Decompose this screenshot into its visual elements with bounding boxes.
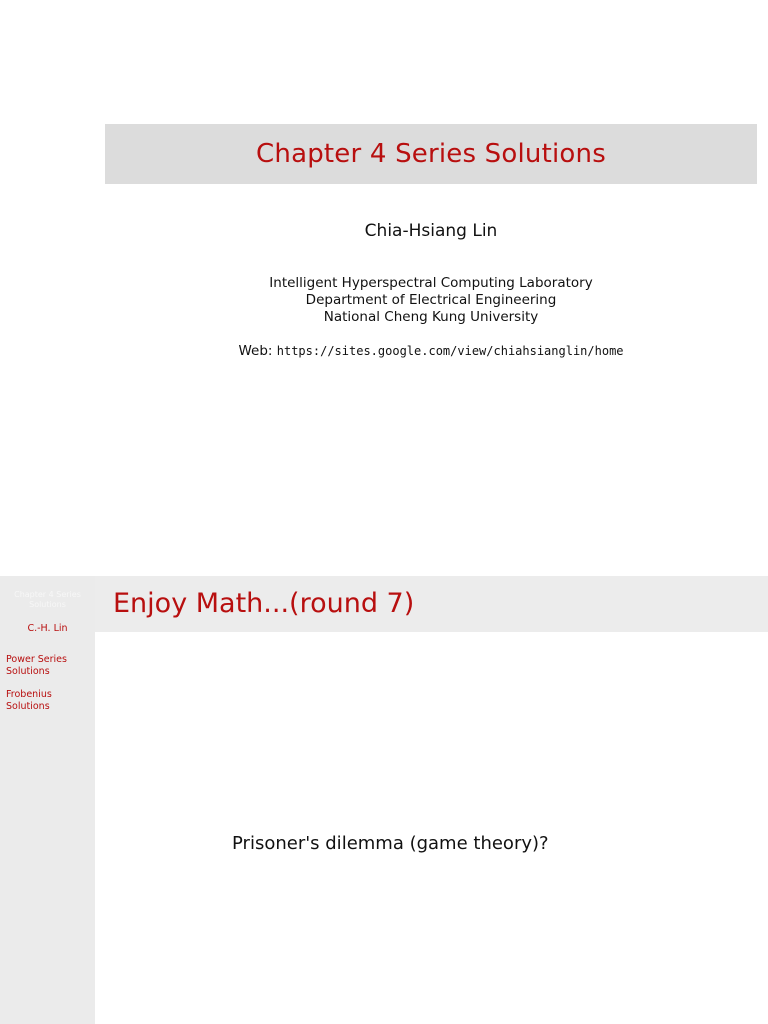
author-name: Chia-Hsiang Lin xyxy=(364,221,498,241)
sidebar xyxy=(0,576,95,1024)
title-band xyxy=(105,124,757,184)
web-label: Web: xyxy=(238,343,273,359)
web-line xyxy=(105,343,757,359)
sidebar-item-power-series-solutions[interactable]: Power Series Solutions xyxy=(6,654,67,677)
frame-title-bar xyxy=(95,576,768,632)
sidebar-item-frobenius-solutions[interactable]: Frobenius Solutions xyxy=(6,689,52,712)
content-slide xyxy=(0,576,768,1024)
frame-title: Enjoy Math...(round 7) xyxy=(113,588,415,619)
affiliation-lab: Intelligent Hyperspectral Computing Laboratory xyxy=(269,275,593,291)
sidebar-faded-title: Chapter 4 Series Solutions xyxy=(14,590,81,609)
body-text: Prisoner's dilemma (game theory)? xyxy=(232,833,549,854)
web-url-link[interactable]: https://sites.google.com/view/chiahsianglin/home xyxy=(276,344,624,358)
affiliation-department: Department of Electrical Engineering xyxy=(305,292,557,308)
slide-title: Chapter 4 Series Solutions xyxy=(256,139,606,169)
affiliation-university: National Cheng Kung University xyxy=(323,309,539,325)
affiliation-block xyxy=(105,275,757,326)
sidebar-author: C.-H. Lin xyxy=(27,623,68,634)
